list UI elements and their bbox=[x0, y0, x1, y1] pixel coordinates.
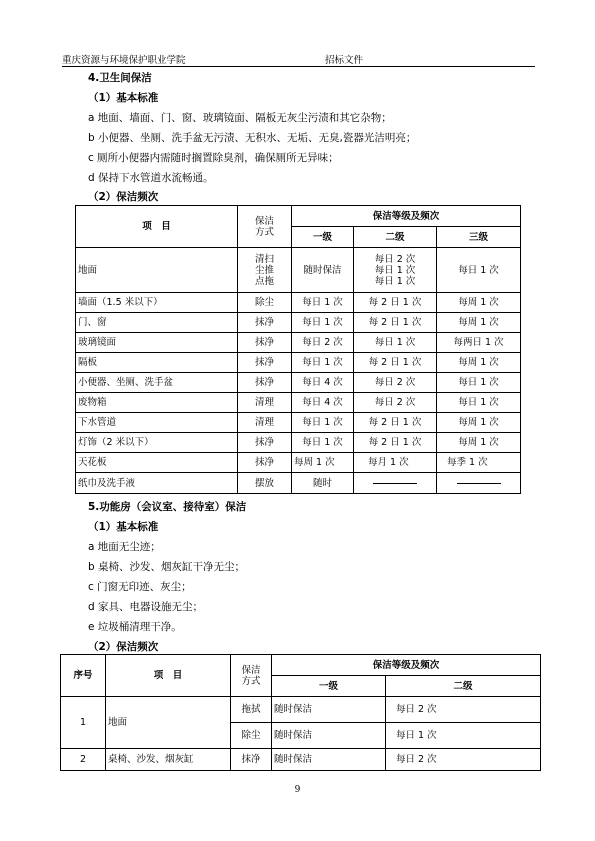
cell-level-1: 每日 1 次 bbox=[292, 433, 354, 453]
cell-level-2: 每日 2 次 bbox=[386, 697, 541, 723]
table-row bbox=[76, 333, 521, 353]
cell-level-2: 每日 2 次 bbox=[354, 373, 437, 393]
cell-level-3: 每日 1 次 bbox=[437, 248, 521, 293]
cell-item: 天花板 bbox=[76, 453, 238, 473]
cell-level-1: 每周 1 次 bbox=[292, 453, 354, 473]
cell-method: 除尘 bbox=[231, 723, 272, 749]
table-row bbox=[76, 433, 521, 453]
table-row bbox=[76, 313, 521, 333]
col-header-item: 项 目 bbox=[106, 655, 231, 697]
page-number: 9 bbox=[294, 785, 301, 795]
cell-method: 抹净 bbox=[231, 749, 272, 771]
cell-level-1: 随时保洁 bbox=[292, 248, 354, 293]
cell-method: 清理 bbox=[238, 413, 292, 433]
cell-level-3: 每周 1 次 bbox=[437, 413, 521, 433]
cell-level-2: 每 2 日 1 次 bbox=[354, 433, 437, 453]
cell-item: 地面 bbox=[76, 248, 238, 293]
cell-level-1: 每日 2 次 bbox=[292, 333, 354, 353]
section-4-standard-heading: （1）基本标准 bbox=[88, 92, 159, 104]
header-doc-type: 招标文件 bbox=[325, 55, 364, 66]
cell-level-1: 随时保洁 bbox=[272, 697, 386, 723]
cell-level-1: 每日 1 次 bbox=[292, 413, 354, 433]
section-4-standard-line: a 地面、墙面、门、窗、玻璃镜面、隔板无灰尘污渍和其它杂物； bbox=[88, 112, 392, 124]
cell-level-2: 每日 2 次 bbox=[354, 393, 437, 413]
table-row bbox=[61, 697, 541, 723]
cell-level-2: 每日 1 次 bbox=[354, 333, 437, 353]
empty-dash bbox=[373, 483, 417, 484]
cell-item: 玻璃镜面 bbox=[76, 333, 238, 353]
cell-level-2: 每日 2 次 每日 1 次 每日 1 次 bbox=[354, 248, 437, 293]
table-row bbox=[76, 393, 521, 413]
cell-method: 除尘 bbox=[238, 293, 292, 313]
cell-item: 废物箱 bbox=[76, 393, 238, 413]
col-header-level-1: 一级 bbox=[272, 676, 386, 697]
cell-method: 抹净 bbox=[238, 453, 292, 473]
section-5-standard-line: e 垃圾桶清理干净。 bbox=[88, 621, 182, 633]
cell-level-1: 每日 1 次 bbox=[292, 313, 354, 333]
cell-level-2: 每日 2 次 bbox=[386, 749, 541, 771]
section-5-frequency-heading: （2）保洁频次 bbox=[88, 641, 159, 653]
section-4-frequency-heading: （2）保洁频次 bbox=[88, 191, 159, 203]
restroom-cleaning-table bbox=[75, 205, 521, 494]
cell-level-1: 随时保洁 bbox=[272, 749, 386, 771]
cell-item: 小便器、坐厕、洗手盆 bbox=[76, 373, 238, 393]
cell-level-1: 每日 1 次 bbox=[292, 353, 354, 373]
cell-level-2: 每 2 日 1 次 bbox=[354, 413, 437, 433]
cell-item: 纸巾及洗手液 bbox=[76, 473, 238, 494]
table-row bbox=[61, 749, 541, 771]
col-header-level-2: 二级 bbox=[386, 676, 541, 697]
cell-level-1: 每日 4 次 bbox=[292, 373, 354, 393]
cell-item: 地面 bbox=[106, 697, 231, 749]
section-4-standard-line: b 小便器、坐厕、洗手盆无污渍、无积水、无垢、无臭,瓷器光洁明亮； bbox=[88, 132, 417, 144]
col-header-method: 保洁 方式 bbox=[231, 655, 272, 697]
table-row bbox=[76, 473, 521, 494]
cell-level-3: 每日 1 次 bbox=[437, 393, 521, 413]
cell-level-2: 每 2 日 1 次 bbox=[354, 313, 437, 333]
cell-level-2: 每 2 日 1 次 bbox=[354, 353, 437, 373]
cell-level-1: 每日 4 次 bbox=[292, 393, 354, 413]
table-row bbox=[76, 248, 521, 293]
cell-level-2: 每 2 日 1 次 bbox=[354, 293, 437, 313]
cell-level-3: 每季 1 次 bbox=[437, 453, 521, 473]
section-4-title: 4.卫生间保洁 bbox=[88, 72, 152, 84]
cell-item: 墙面（1.5 米以下） bbox=[76, 293, 238, 313]
cell-level-3: 每周 1 次 bbox=[437, 433, 521, 453]
cell-no: 1 bbox=[61, 697, 106, 749]
col-header-level-3: 三级 bbox=[437, 227, 521, 248]
page-header bbox=[62, 52, 535, 67]
cell-no: 2 bbox=[61, 749, 106, 771]
table-row bbox=[76, 373, 521, 393]
cell-method: 拖拭 bbox=[231, 697, 272, 723]
cell-item: 下水管道 bbox=[76, 413, 238, 433]
cell-level-1: 每日 1 次 bbox=[292, 293, 354, 313]
cell-method: 抹净 bbox=[238, 433, 292, 453]
cell-level-3-dash bbox=[437, 473, 521, 494]
col-header-level-2: 二级 bbox=[354, 227, 437, 248]
col-header-level-1: 一级 bbox=[292, 227, 354, 248]
table-row bbox=[76, 413, 521, 433]
cell-method: 抹净 bbox=[238, 353, 292, 373]
table-row bbox=[76, 293, 521, 313]
col-header-method: 保洁 方式 bbox=[238, 206, 292, 248]
cell-level-1: 随时 bbox=[292, 473, 354, 494]
cell-item: 桌椅、沙发、烟灰缸 bbox=[106, 749, 231, 771]
cell-level-3: 每周 1 次 bbox=[437, 353, 521, 373]
section-5-title: 5.功能房（会议室、接待室）保洁 bbox=[88, 501, 247, 513]
header-school: 重庆资源与环境保护职业学院 bbox=[62, 55, 186, 66]
section-5-standard-line: a 地面无尘迹； bbox=[88, 541, 161, 553]
cell-level-3: 每周 1 次 bbox=[437, 313, 521, 333]
section-5-standard-heading: （1）基本标准 bbox=[88, 521, 159, 533]
section-4-standard-line: d 保持下水管道水流畅通。 bbox=[88, 172, 214, 184]
section-5-standard-line: d 家具、电器设施无尘； bbox=[88, 601, 204, 613]
cell-method: 抹净 bbox=[238, 373, 292, 393]
cell-level-3: 每日 1 次 bbox=[437, 373, 521, 393]
empty-dash bbox=[457, 483, 501, 484]
cell-level-2: 每月 1 次 bbox=[354, 453, 437, 473]
function-room-cleaning-table bbox=[60, 654, 541, 771]
cell-level-1: 随时保洁 bbox=[272, 723, 386, 749]
cell-method: 抹净 bbox=[238, 333, 292, 353]
col-header-level-group: 保洁等级及频次 bbox=[272, 655, 541, 676]
col-header-no: 序号 bbox=[61, 655, 106, 697]
cell-item: 门、窗 bbox=[76, 313, 238, 333]
table-row bbox=[76, 353, 521, 373]
cell-item: 灯饰（2 米以下） bbox=[76, 433, 238, 453]
table-row bbox=[76, 453, 521, 473]
cell-level-3: 每两日 1 次 bbox=[437, 333, 521, 353]
section-5-standard-line: b 桌椅、沙发、烟灰缸干净无尘； bbox=[88, 561, 246, 573]
cell-level-3: 每周 1 次 bbox=[437, 293, 521, 313]
cell-method: 摆放 bbox=[238, 473, 292, 494]
cell-method: 清理 bbox=[238, 393, 292, 413]
col-header-level-group: 保洁等级及频次 bbox=[292, 206, 521, 227]
col-header-item: 项 目 bbox=[76, 206, 238, 248]
cell-level-2-dash bbox=[354, 473, 437, 494]
section-4-standard-line: c 厕所小便器内需随时搁置除臭剂，确保厕所无异味； bbox=[88, 152, 339, 164]
section-5-standard-line: c 门窗无印迹、灰尘； bbox=[88, 581, 192, 593]
cell-item: 隔板 bbox=[76, 353, 238, 373]
cell-method: 清扫 尘推 点拖 bbox=[238, 248, 292, 293]
cell-level-2: 每日 1 次 bbox=[386, 723, 541, 749]
cell-method: 抹净 bbox=[238, 313, 292, 333]
